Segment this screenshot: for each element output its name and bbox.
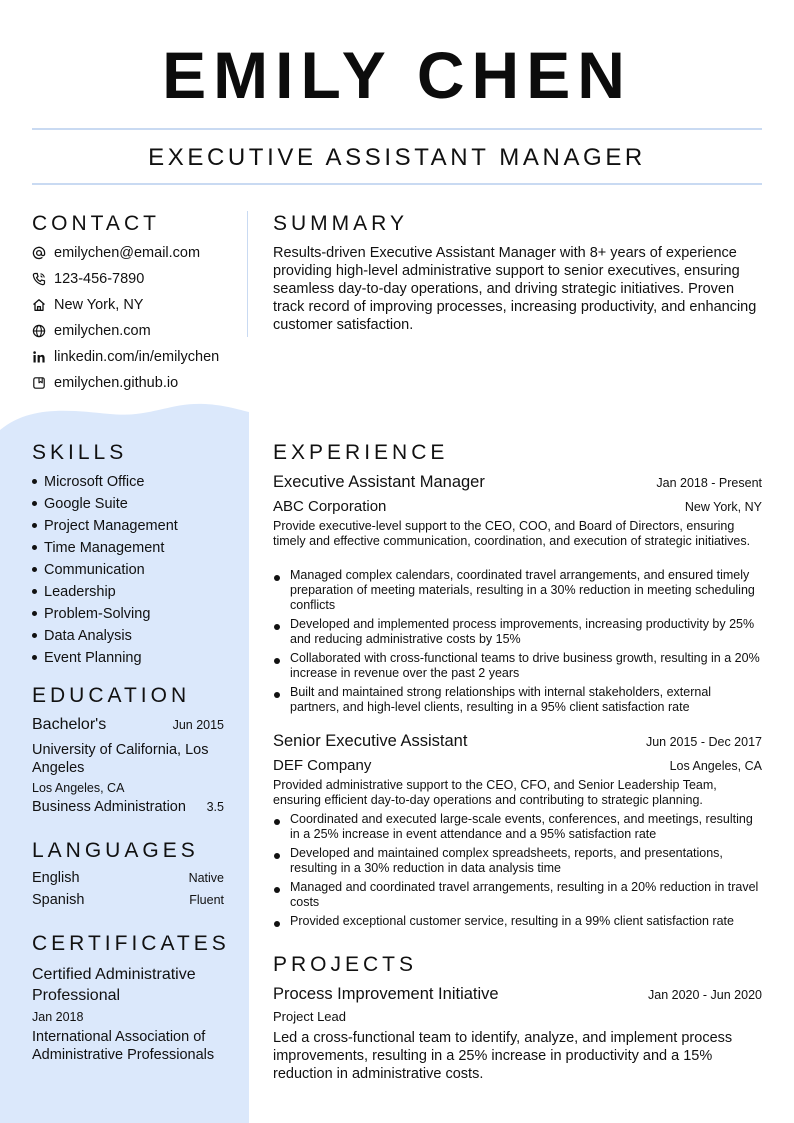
- job-role: Senior Executive Assistant: [273, 732, 468, 750]
- contact-location-text: New York, NY: [54, 297, 144, 313]
- contact-linkedin[interactable]: [32, 347, 219, 367]
- contact-location: [32, 295, 143, 315]
- projects-heading: PROJECTS: [273, 953, 418, 976]
- project-description: Led a cross-functional team to identify, analyze, and implement process improvements, resulting in a 25% increase in productivity and a 15% reduction in administrative costs.: [273, 1030, 733, 1082]
- contact-email-text: emilychen@email.com: [54, 245, 201, 261]
- contact-heading: CONTACT: [32, 212, 160, 235]
- education-date: Jun 2015: [172, 718, 224, 732]
- certificate-issuer: International Association of Administrative Professionals: [32, 1029, 215, 1063]
- summary-heading: SUMMARY: [273, 212, 408, 235]
- skill-item: Leadership: [32, 582, 116, 602]
- contact-website-text: emilychen.com: [54, 323, 151, 339]
- phone-icon: [32, 272, 46, 286]
- skill-item: Project Management: [32, 516, 178, 536]
- language-row: [32, 870, 224, 886]
- contact-phone-text: 123-456-7890: [54, 271, 145, 287]
- skill-item: Microsoft Office: [32, 472, 144, 492]
- certificate-name: Certified Administrative Professional: [32, 966, 196, 1004]
- portfolio-icon: [32, 376, 46, 390]
- education-location: Los Angeles, CA: [32, 781, 125, 795]
- education-field: Business Administration: [32, 799, 186, 815]
- contact-phone[interactable]: [32, 269, 144, 289]
- language-name: English: [32, 870, 80, 886]
- job-description: Provide executive-level support to the CEO, COO, and Board of Directors, ensuring timely and effective communication, coordination, and execution of strategic initiatives.: [273, 519, 751, 548]
- education-field-row: [32, 799, 224, 815]
- job-dates: Jun 2015 - Dec 2017: [645, 735, 762, 749]
- language-level: Native: [188, 871, 224, 885]
- job-company-row: [273, 757, 762, 774]
- job-bullet: Built and maintained strong relationships with internal stakeholders, external partners, and high-level clients, resulting in a 95% client satisfaction rate: [273, 685, 762, 715]
- contact-portfolio[interactable]: [32, 373, 178, 393]
- linkedin-icon: [32, 350, 46, 364]
- job-header: [273, 473, 762, 492]
- skill-item: Communication: [32, 560, 145, 580]
- experience-heading: EXPERIENCE: [273, 441, 449, 464]
- project-dates: Jan 2020 - Jun 2020: [648, 988, 762, 1002]
- skill-item: Event Planning: [32, 648, 142, 668]
- job-location: New York, NY: [684, 500, 762, 514]
- job-bullet: Collaborated with cross-functional teams to drive business growth, resulting in a 20% increase in revenue over the past 2 years: [273, 651, 762, 681]
- job-bullet: Provided exceptional customer service, resulting in a 99% client satisfaction rate: [273, 914, 762, 929]
- job-dates: Jan 2018 - Present: [656, 476, 762, 490]
- header-rule-top: [32, 128, 762, 130]
- summary-text: Results-driven Executive Assistant Manager with 8+ years of experience providing high-level administrative support to senior executives, ensuring seamless day-to-day operations, and driving strategic initiatives. Proven track record of improving processes, increasing productivity, and enhancing customer satisfaction.: [273, 245, 757, 333]
- header-rule-bottom: [32, 183, 762, 185]
- languages-heading: LANGUAGES: [32, 839, 199, 862]
- language-level: Fluent: [189, 893, 224, 907]
- project-header: [273, 985, 762, 1004]
- job-bullet: Developed and implemented process improvements, increasing productivity by 25% and reducing administrative costs by 15%: [273, 617, 762, 647]
- job-bullet: Developed and maintained complex spreadsheets, reports, and presentations, resulting in a 30% reduction in data analysis time: [273, 846, 762, 876]
- job-bullet: Coordinated and executed large-scale events, conferences, and meetings, resulting in a 25% increase in event attendance and a 95% satisfaction rate: [273, 812, 762, 842]
- contact-linkedin-text: linkedin.com/in/emilychen: [54, 349, 220, 365]
- certificates-heading: CERTIFICATES: [32, 932, 230, 955]
- language-name: Spanish: [32, 892, 85, 908]
- skill-item: Problem-Solving: [32, 604, 150, 624]
- project-role: Project Lead: [273, 1009, 346, 1024]
- job-company-row: [273, 498, 762, 515]
- skill-item: Time Management: [32, 538, 164, 558]
- job-bullets: [273, 568, 762, 719]
- certificate-date: Jan 2018: [32, 1010, 84, 1024]
- job-description: Provided administrative support to the CEO, CFO, and Senior Leadership Team, ensuring efficient day-to-day operations and contributing to strategic planning.: [273, 778, 717, 807]
- job-bullet: Managed and coordinated travel arrangements, resulting in a 20% reduction in travel costs: [273, 880, 762, 910]
- skill-item: Google Suite: [32, 494, 128, 514]
- candidate-name: EMILY CHEN: [162, 38, 632, 112]
- job-company: ABC Corporation: [273, 498, 387, 515]
- education-gpa: 3.5: [206, 800, 224, 814]
- education-degree-row: [32, 716, 224, 734]
- home-icon: [32, 298, 46, 312]
- contact-portfolio-text: emilychen.github.io: [54, 375, 179, 391]
- globe-icon: [32, 324, 46, 338]
- job-title: EXECUTIVE ASSISTANT MANAGER: [148, 144, 646, 171]
- job-location: Los Angeles, CA: [669, 759, 762, 773]
- job-role: Executive Assistant Manager: [273, 473, 485, 491]
- column-divider: [247, 211, 248, 337]
- education-heading: EDUCATION: [32, 684, 191, 707]
- project-name: Process Improvement Initiative: [273, 985, 499, 1003]
- education-degree: Bachelor's: [32, 716, 107, 733]
- contact-website[interactable]: [32, 321, 151, 341]
- skills-heading: SKILLS: [32, 441, 128, 464]
- job-company: DEF Company: [273, 757, 372, 774]
- skill-item: Data Analysis: [32, 626, 132, 646]
- job-bullet: Managed complex calendars, coordinated travel arrangements, and ensured timely preparation of meeting materials, resulting in a 30% reduction in meeting scheduling conflicts: [273, 568, 762, 613]
- contact-email[interactable]: [32, 243, 200, 263]
- language-row: [32, 892, 224, 908]
- at-icon: [32, 246, 46, 260]
- job-header: [273, 732, 762, 751]
- education-school: University of California, Los Angeles: [32, 742, 209, 776]
- job-bullets: [273, 812, 762, 933]
